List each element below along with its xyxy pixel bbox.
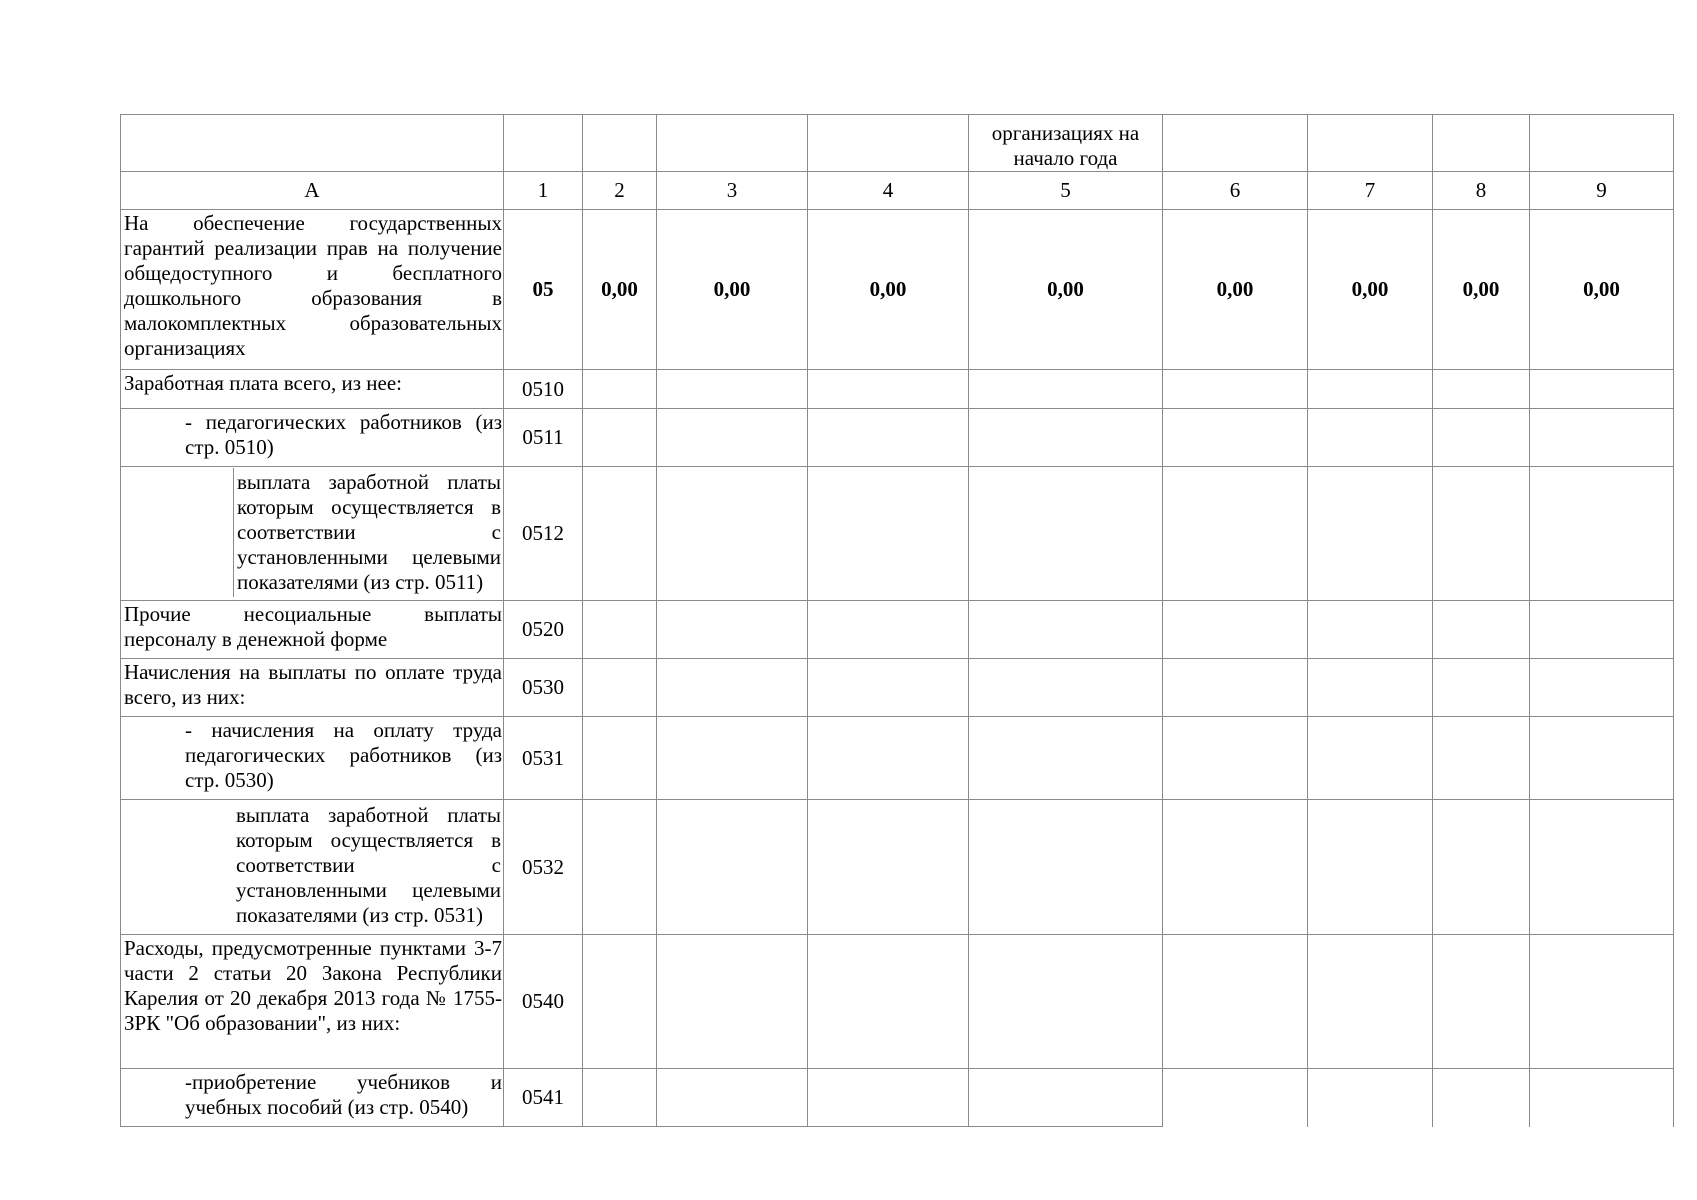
value-cell bbox=[969, 370, 1163, 409]
row-code: 0532 bbox=[504, 800, 583, 935]
value-cell bbox=[969, 800, 1163, 935]
value-cell bbox=[1433, 370, 1530, 409]
value-cell bbox=[1530, 370, 1674, 409]
row-code: 0531 bbox=[504, 717, 583, 800]
value-cell bbox=[969, 1069, 1163, 1127]
value-cell bbox=[1163, 935, 1308, 1069]
table-row-0530 bbox=[121, 659, 1674, 717]
value-cell bbox=[1308, 1069, 1433, 1127]
value-cell bbox=[583, 467, 657, 601]
value-cell bbox=[1433, 1069, 1530, 1127]
row-description-nested bbox=[121, 467, 504, 601]
row-description: - педагогических работников (из стр. 0510) bbox=[121, 409, 504, 467]
value-cell bbox=[1308, 601, 1433, 659]
value-cell bbox=[657, 935, 808, 1069]
header-cell bbox=[657, 115, 808, 172]
value-cell bbox=[1433, 409, 1530, 467]
table-row-0541 bbox=[121, 1069, 1674, 1127]
table-row-0510 bbox=[121, 370, 1674, 409]
value-cell bbox=[657, 467, 808, 601]
row-code: 0520 bbox=[504, 601, 583, 659]
row-description: На обеспечение государственных гарантий реализации прав на получение общедоступного и бесплатного дошкольного образования в малокомплектных образовательных организациях bbox=[121, 210, 504, 370]
value-cell bbox=[583, 409, 657, 467]
value-cell bbox=[583, 601, 657, 659]
value-cell: 0,00 bbox=[1163, 210, 1308, 370]
col-num-5: 5 bbox=[969, 172, 1163, 210]
row-description: Начисления на выплаты по оплате труда всего, из них: bbox=[121, 659, 504, 717]
header-cell bbox=[121, 115, 504, 172]
value-cell bbox=[969, 467, 1163, 601]
row-description: Прочие несоциальные выплаты персоналу в денежной форме bbox=[121, 601, 504, 659]
value-cell bbox=[657, 659, 808, 717]
row-description: Расходы, предусмотренные пунктами 3-7 части 2 статьи 20 Закона Республики Карелия от 20 декабря 2013 года № 1755-ЗРК "Об образовании", из них: bbox=[121, 935, 504, 1069]
header-cell bbox=[808, 115, 969, 172]
value-cell bbox=[808, 601, 969, 659]
value-cell bbox=[808, 370, 969, 409]
value-cell bbox=[1308, 370, 1433, 409]
value-cell: 0,00 bbox=[1530, 210, 1674, 370]
col-num-1: 1 bbox=[504, 172, 583, 210]
col-num-2: 2 bbox=[583, 172, 657, 210]
col-num-6: 6 bbox=[1163, 172, 1308, 210]
value-cell bbox=[657, 601, 808, 659]
header-col5-text: организациях на начало года bbox=[969, 115, 1163, 172]
header-cell bbox=[1163, 115, 1308, 172]
value-cell bbox=[1308, 935, 1433, 1069]
header-cell bbox=[1433, 115, 1530, 172]
value-cell bbox=[1163, 717, 1308, 800]
value-cell bbox=[808, 800, 969, 935]
header-cell bbox=[583, 115, 657, 172]
col-num-a: А bbox=[121, 172, 504, 210]
value-cell: 0,00 bbox=[1433, 210, 1530, 370]
value-cell: 0,00 bbox=[1308, 210, 1433, 370]
value-cell bbox=[1530, 800, 1674, 935]
value-cell bbox=[1530, 467, 1674, 601]
value-cell bbox=[1308, 467, 1433, 601]
value-cell bbox=[1163, 467, 1308, 601]
value-cell: 0,00 bbox=[657, 210, 808, 370]
value-cell bbox=[1163, 601, 1308, 659]
value-cell bbox=[808, 935, 969, 1069]
value-cell: 0,00 bbox=[969, 210, 1163, 370]
value-cell bbox=[1530, 409, 1674, 467]
col-num-3: 3 bbox=[657, 172, 808, 210]
value-cell bbox=[808, 659, 969, 717]
row-description-nested bbox=[121, 800, 504, 935]
value-cell bbox=[583, 935, 657, 1069]
value-cell bbox=[969, 601, 1163, 659]
value-cell bbox=[808, 1069, 969, 1127]
value-cell bbox=[657, 717, 808, 800]
value-cell bbox=[1163, 409, 1308, 467]
table-row-0511 bbox=[121, 409, 1674, 467]
value-cell bbox=[583, 659, 657, 717]
value-cell bbox=[657, 409, 808, 467]
col-num-4: 4 bbox=[808, 172, 969, 210]
value-cell: 0,00 bbox=[583, 210, 657, 370]
value-cell bbox=[808, 467, 969, 601]
value-cell bbox=[1163, 800, 1308, 935]
value-cell bbox=[1163, 1069, 1308, 1127]
header-row-numbers bbox=[121, 172, 1674, 210]
value-cell bbox=[1163, 370, 1308, 409]
value-cell bbox=[583, 717, 657, 800]
col-num-7: 7 bbox=[1308, 172, 1433, 210]
value-cell bbox=[1433, 800, 1530, 935]
value-cell bbox=[1530, 601, 1674, 659]
value-cell bbox=[1308, 409, 1433, 467]
header-cell bbox=[1308, 115, 1433, 172]
row-description: выплата заработной платы которым осуществляется в соответствии с установленными целевыми показателями (из стр. 0531) bbox=[236, 803, 501, 927]
row-description: -приобретение учебников и учебных пособий (из стр. 0540) bbox=[121, 1069, 504, 1127]
value-cell bbox=[969, 935, 1163, 1069]
row-code: 0540 bbox=[504, 935, 583, 1069]
row-code: 0530 bbox=[504, 659, 583, 717]
value-cell bbox=[1530, 935, 1674, 1069]
value-cell bbox=[1433, 935, 1530, 1069]
table-row-0520 bbox=[121, 601, 1674, 659]
value-cell bbox=[1433, 467, 1530, 601]
value-cell bbox=[808, 717, 969, 800]
value-cell bbox=[969, 409, 1163, 467]
row-code: 0510 bbox=[504, 370, 583, 409]
value-cell bbox=[1530, 717, 1674, 800]
value-cell bbox=[969, 659, 1163, 717]
value-cell bbox=[1530, 659, 1674, 717]
value-cell bbox=[657, 370, 808, 409]
report-table-sheet bbox=[120, 114, 1673, 1127]
row-description: выплата заработной платы которым осуществляется в соответствии с установленными целевыми показателями (из стр. 0511) bbox=[237, 470, 501, 594]
report-table bbox=[120, 114, 1674, 1127]
value-cell bbox=[1530, 1069, 1674, 1127]
value-cell: 0,00 bbox=[808, 210, 969, 370]
row-code: 0541 bbox=[504, 1069, 583, 1127]
value-cell bbox=[1433, 601, 1530, 659]
header-row-top bbox=[121, 115, 1674, 172]
header-cell bbox=[1530, 115, 1674, 172]
row-code: 0512 bbox=[504, 467, 583, 601]
value-cell bbox=[1308, 659, 1433, 717]
value-cell bbox=[1308, 717, 1433, 800]
table-row-05 bbox=[121, 210, 1674, 370]
row-code: 05 bbox=[504, 210, 583, 370]
value-cell bbox=[1163, 659, 1308, 717]
col-num-9: 9 bbox=[1530, 172, 1674, 210]
value-cell bbox=[808, 409, 969, 467]
value-cell bbox=[1433, 717, 1530, 800]
row-description: Заработная плата всего, из нее: bbox=[121, 370, 504, 409]
value-cell bbox=[1433, 659, 1530, 717]
row-description: - начисления на оплату труда педагогических работников (из стр. 0530) bbox=[121, 717, 504, 800]
header-cell bbox=[504, 115, 583, 172]
value-cell bbox=[657, 800, 808, 935]
table-row-0531 bbox=[121, 717, 1674, 800]
table-row-0540 bbox=[121, 935, 1674, 1069]
row-code: 0511 bbox=[504, 409, 583, 467]
value-cell bbox=[657, 1069, 808, 1127]
table-row-0532 bbox=[121, 800, 1674, 935]
col-num-8: 8 bbox=[1433, 172, 1530, 210]
value-cell bbox=[1308, 800, 1433, 935]
value-cell bbox=[583, 370, 657, 409]
table-row-0512 bbox=[121, 467, 1674, 601]
value-cell bbox=[969, 717, 1163, 800]
value-cell bbox=[583, 800, 657, 935]
value-cell bbox=[583, 1069, 657, 1127]
